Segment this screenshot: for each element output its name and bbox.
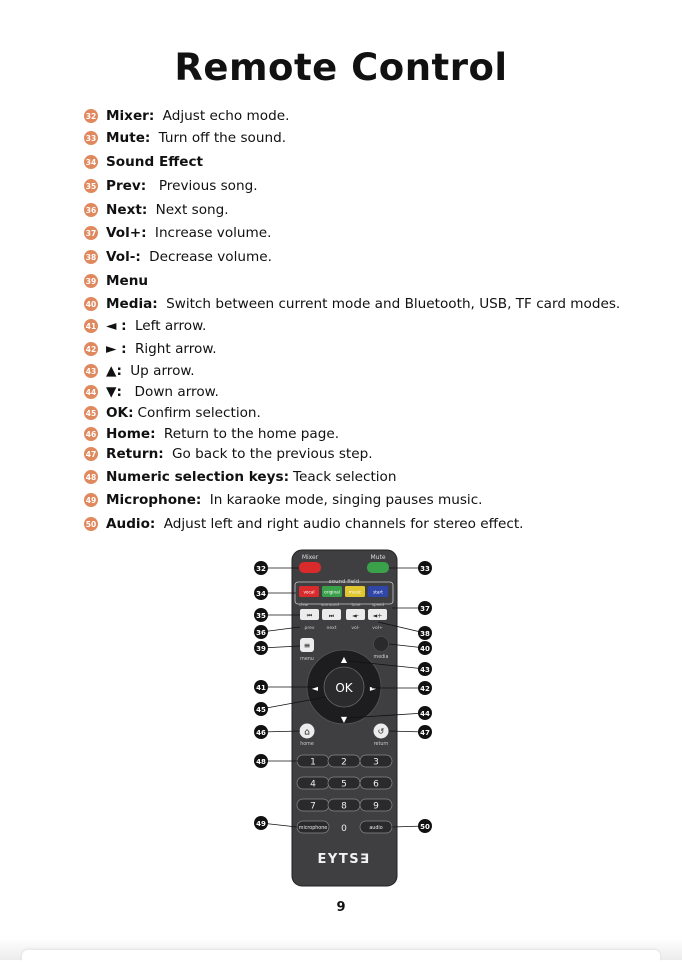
- numeric-key-label: 7: [310, 801, 316, 812]
- feature-item: [84, 223, 271, 243]
- mute-label: Mute: [370, 554, 386, 561]
- item-description: Previous song.: [150, 178, 258, 194]
- item-number-badge: 37: [84, 226, 98, 240]
- feature-item: [84, 467, 396, 487]
- brand-logo: EYTS∃: [317, 852, 371, 867]
- item-label: Menu: [106, 273, 149, 289]
- ok-label: OK: [335, 681, 353, 695]
- home-label: home: [300, 742, 314, 747]
- item-label: Return:: [106, 446, 164, 462]
- item-label: Mute:: [106, 130, 151, 146]
- feature-item: [84, 152, 207, 172]
- callout-number: 32: [256, 565, 266, 573]
- item-label: Sound Effect: [106, 154, 204, 170]
- menu-label: menu: [300, 657, 314, 662]
- dpad-arrow: ►: [369, 684, 377, 693]
- item-description: Confirm selection.: [137, 405, 261, 421]
- feature-item: [84, 514, 524, 534]
- media-button: [374, 637, 389, 652]
- item-label: Mixer:: [106, 108, 155, 124]
- item-label: Vol-:: [106, 249, 141, 265]
- return-icon: ↺: [377, 727, 385, 736]
- item-number-badge: 34: [84, 155, 98, 169]
- feature-item: [84, 424, 339, 444]
- numeric-key-label: 4: [310, 779, 316, 790]
- item-label: OK:: [106, 405, 134, 421]
- item-description: Right arrow.: [130, 341, 217, 357]
- item-description: Up arrow.: [125, 363, 195, 379]
- callout-number: 48: [256, 758, 266, 766]
- item-label: Next:: [106, 202, 148, 218]
- callout-number: 46: [256, 729, 266, 737]
- feature-item: [84, 294, 620, 314]
- item-label: ► :: [106, 341, 127, 357]
- media-row-icon: ⏭: [328, 612, 335, 620]
- feature-item: [84, 128, 286, 148]
- callout-number: 39: [256, 645, 266, 653]
- item-description: Adjust left and right audio channels for stereo effect.: [159, 516, 524, 532]
- sound-effect-label: music: [348, 589, 362, 595]
- item-label: Vol+:: [106, 225, 147, 241]
- item-number-badge: 36: [84, 203, 98, 217]
- callout-number: 49: [256, 820, 266, 828]
- item-description: Next song.: [151, 202, 229, 218]
- sound-effect-label: start: [373, 589, 383, 595]
- footer-band: [0, 938, 682, 960]
- item-number-badge: 33: [84, 131, 98, 145]
- item-description: Increase volume.: [150, 225, 272, 241]
- item-label: ▲:: [106, 363, 122, 379]
- media-row-label: prev: [304, 626, 315, 631]
- item-number-badge: 40: [84, 297, 98, 311]
- callout-number: 41: [256, 684, 266, 692]
- callout-number: 50: [420, 823, 430, 831]
- sound-effect-label: vocal: [303, 589, 315, 595]
- numeric-key-label: 2: [341, 757, 347, 768]
- item-number-badge: 50: [84, 517, 98, 531]
- item-label: Home:: [106, 426, 156, 442]
- item-number-badge: 44: [84, 385, 98, 399]
- feature-item: [84, 316, 206, 336]
- mixer-button: [299, 562, 321, 573]
- item-number-badge: 47: [84, 447, 98, 461]
- item-description: Left arrow.: [130, 318, 207, 334]
- feature-item: [84, 176, 258, 196]
- callout-number: 38: [420, 630, 430, 638]
- item-description: Decrease volume.: [144, 249, 272, 265]
- sound-field-label: sound field: [328, 579, 360, 585]
- item-description: Switch between current mode and Bluetooth, USB, TF card modes.: [161, 296, 621, 312]
- numeric-key-label: 3: [373, 757, 379, 768]
- item-number-badge: 35: [84, 179, 98, 193]
- feature-item: [84, 444, 373, 464]
- feature-item: [84, 271, 152, 291]
- callout-number: 35: [256, 612, 266, 620]
- numeric-key-label: 1: [310, 757, 316, 768]
- home-icon: ⌂: [304, 727, 310, 738]
- item-number-badge: 48: [84, 470, 98, 484]
- item-label: ▼:: [106, 384, 122, 400]
- callout-number: 47: [420, 729, 430, 737]
- audio-label: audio: [369, 826, 383, 831]
- item-description: In karaoke mode, singing pauses music.: [205, 492, 483, 508]
- media-row-icon: ◄-: [352, 612, 359, 620]
- item-number-badge: 39: [84, 274, 98, 288]
- sound-field-sublabel: surround: [321, 602, 339, 607]
- callout-number: 36: [256, 629, 266, 637]
- page-number: 9: [336, 900, 346, 915]
- item-number-badge: 45: [84, 406, 98, 420]
- item-description: Turn off the sound.: [154, 130, 287, 146]
- item-number-badge: 49: [84, 493, 98, 507]
- feature-item: [84, 339, 217, 359]
- return-label: return: [373, 742, 389, 747]
- feature-item: [84, 106, 289, 126]
- media-row-label: vol+: [372, 626, 383, 631]
- callout-number: 45: [256, 706, 266, 714]
- item-description: Down arrow.: [125, 384, 219, 400]
- feature-item: [84, 382, 219, 402]
- feature-item: [84, 361, 195, 381]
- item-description: Teack selection: [293, 469, 397, 485]
- callout-number: 42: [420, 685, 430, 693]
- media-label: media: [373, 655, 389, 660]
- callout-number: 33: [420, 565, 430, 573]
- media-row-label: vol-: [351, 626, 360, 631]
- mixer-label: Mixer: [301, 554, 319, 561]
- item-description: Adjust echo mode.: [158, 108, 290, 124]
- item-label: Media:: [106, 296, 158, 312]
- callout-number: 43: [420, 666, 430, 674]
- numeric-key-label: 9: [373, 801, 379, 812]
- mute-button: [367, 562, 389, 573]
- callout-number: 37: [420, 605, 430, 613]
- item-number-badge: 32: [84, 109, 98, 123]
- dpad-arrow: ▲: [340, 655, 348, 664]
- remote-illustration: [0, 540, 682, 900]
- feature-item: [84, 403, 261, 423]
- item-label: Numeric selection keys:: [106, 469, 290, 485]
- page-title: Remote Control: [174, 46, 508, 89]
- microphone-label: microphone: [298, 826, 328, 831]
- dpad-arrow: ◄: [311, 684, 319, 693]
- item-description: Return to the home page.: [159, 426, 340, 442]
- dpad-arrow: ▼: [340, 715, 348, 724]
- sound-field-sublabel: speed: [371, 602, 385, 607]
- media-row-icon: ⏮: [306, 612, 313, 620]
- feature-item: [84, 247, 272, 267]
- sound-field-sublabel: tone: [351, 602, 361, 607]
- item-number-badge: 38: [84, 250, 98, 264]
- sound-field-sublabel: clear: [299, 602, 309, 607]
- callout-number: 34: [256, 590, 266, 598]
- menu-icon: ≡: [303, 641, 311, 650]
- sound-effect-label: original: [324, 589, 340, 595]
- callout-number: 44: [420, 710, 430, 718]
- item-label: Prev:: [106, 178, 147, 194]
- item-label: ◄ :: [106, 318, 127, 334]
- media-row-label: next: [326, 626, 337, 631]
- numeric-key-label: 6: [373, 779, 379, 790]
- feature-item: [84, 200, 229, 220]
- media-row-icon: ◄+: [372, 612, 383, 620]
- numeric-key-label: 8: [341, 801, 347, 812]
- callout-number: 40: [420, 645, 430, 653]
- item-label: Microphone:: [106, 492, 202, 508]
- feature-item: [84, 490, 483, 510]
- item-number-badge: 41: [84, 319, 98, 333]
- zero-key-label: 0: [341, 824, 347, 834]
- item-number-badge: 42: [84, 342, 98, 356]
- item-label: Audio:: [106, 516, 156, 532]
- item-description: Go back to the previous step.: [167, 446, 373, 462]
- item-number-badge: 46: [84, 427, 98, 441]
- item-number-badge: 43: [84, 364, 98, 378]
- remote-svg: [0, 540, 682, 900]
- numeric-key-label: 5: [341, 779, 347, 790]
